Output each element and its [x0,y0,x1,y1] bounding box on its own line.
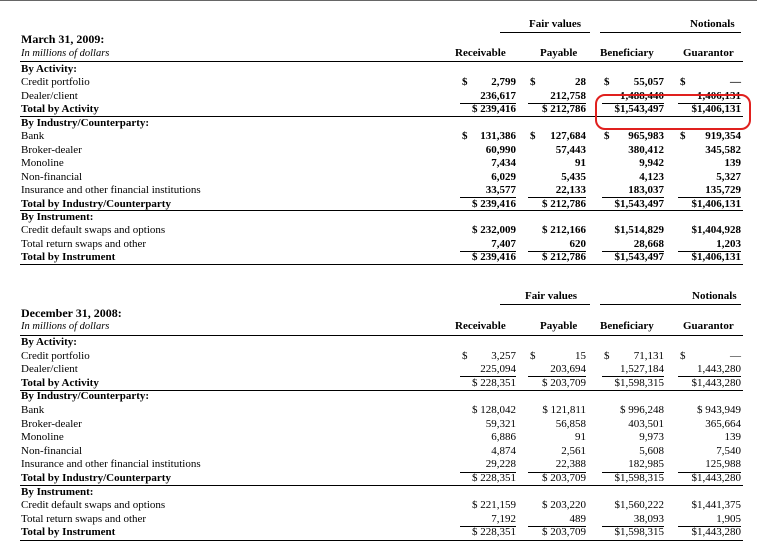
cell-payable [530,251,586,264]
row-label: Total return swaps and other [21,237,147,250]
cell-value: 9,942 [639,157,664,170]
notionals-header: Notionals [690,18,735,30]
cell-guarantor [680,499,741,512]
cell-value: 29,228 [485,458,516,471]
cell-receivable [462,418,516,431]
cell-value: $1,443,280 [691,376,741,389]
cell-guarantor [680,472,741,485]
cell-guarantor [680,251,741,264]
row-label: Broker-dealer [21,143,82,156]
row-label: Broker-dealer [21,417,82,430]
cell-guarantor [680,418,741,431]
cell-receivable [462,404,516,417]
cell-guarantor [680,198,741,211]
currency-symbol: $ [530,130,536,143]
cell-value: 2,561 [561,444,586,457]
group-heading-row [0,211,757,224]
row-label: Total by Activity [21,376,99,389]
cell-value: 1,488,440 [620,89,664,102]
row-label: Non-financial [21,444,83,457]
cell-beneficiary [604,445,664,458]
cell-receivable [462,350,516,363]
cell-receivable [462,76,516,89]
cell-receivable [462,238,516,251]
section-title [0,307,757,320]
cell-value: 403,501 [628,417,664,430]
column-header-payable: Payable [540,47,578,59]
cell-receivable [462,526,516,539]
row-label: By Instrument: [21,210,94,223]
cell-beneficiary [604,458,664,471]
table-row [0,130,757,143]
cell-value: 28 [575,76,586,89]
cell-receivable [462,377,516,390]
cell-value: 33,577 [485,184,516,197]
cell-payable [530,130,586,143]
cell-value: $1,443,280 [691,526,741,539]
table-row [0,458,757,471]
cell-receivable [462,458,516,471]
table-row [0,184,757,197]
cell-value: 919,354 [705,130,741,143]
cell-value: 6,029 [491,170,516,183]
cell-value: 22,133 [555,184,586,197]
cell-receivable [462,157,516,170]
table-row [0,445,757,458]
group-heading-row [0,390,757,403]
cell-value: 1,406,131 [697,89,741,102]
cell-value: $1,404,928 [691,224,741,237]
cell-value: 5,435 [561,170,586,183]
cell-receivable [462,130,516,143]
cell-value: 182,985 [628,458,664,471]
cell-beneficiary [604,431,664,444]
cell-value: 345,582 [705,143,741,156]
cell-beneficiary [604,499,664,512]
row-label: Total by Activity [21,103,99,116]
cell-payable [530,445,586,458]
group-heading-row [0,486,757,499]
cell-value: $ 239,416 [472,197,516,210]
cell-guarantor [680,144,741,157]
row-label: By Industry/Counterparty: [21,116,150,129]
cell-receivable [462,144,516,157]
cell-guarantor [680,224,741,237]
currency-symbol: $ [604,349,610,362]
row-label: Credit portfolio [21,76,90,89]
row-label: Insurance and other financial institutions [21,458,201,471]
units-label: In millions of dollars [21,321,110,332]
row-label: Credit default swaps and options [21,224,166,237]
table-row [0,224,757,237]
row-label: Credit portfolio [21,349,90,362]
cell-payable [530,431,586,444]
cell-value: $ 203,709 [542,376,586,389]
total-row [0,251,757,264]
row-label: Non-financial [21,170,83,183]
cell-value: 5,608 [639,444,664,457]
cell-value: 212,758 [550,89,586,102]
cell-value: 183,037 [628,184,664,197]
cell-value: $ 228,351 [472,376,516,389]
cell-beneficiary [604,144,664,157]
cell-beneficiary [604,472,664,485]
cell-payable [530,198,586,211]
cell-payable [530,103,586,116]
cell-beneficiary [604,224,664,237]
units-label: In millions of dollars [21,48,110,59]
row-label: Bank [21,404,45,416]
cell-receivable [462,472,516,485]
cell-value: $1,598,315 [614,472,664,484]
currency-symbol: $ [462,130,468,143]
cell-payable [530,90,586,103]
cell-payable [530,499,586,512]
cell-guarantor [680,363,741,376]
cell-value: 1,527,184 [620,363,664,376]
notionals-rule [600,304,741,305]
cell-payable [530,404,586,417]
cell-value: $1,598,315 [614,376,664,389]
row-label: Total by Industry/Counterparty [21,472,171,484]
row-label: Bank [21,130,45,143]
cell-value: 203,694 [550,363,586,376]
cell-value: $ 232,009 [472,224,516,237]
total-row-rule [20,264,743,265]
cell-value: 91 [575,157,586,170]
cell-value: $ 212,786 [542,197,586,210]
row-label: Credit default swaps and options [21,499,166,512]
cell-payable [530,377,586,390]
cell-beneficiary [604,130,664,143]
currency-symbol: $ [604,76,610,89]
cell-value: 22,388 [555,458,586,471]
cell-beneficiary [604,171,664,184]
cell-value: $ 128,042 [472,404,516,416]
cell-value: $1,543,497 [614,197,664,210]
cell-value: 965,983 [628,130,664,143]
cell-value: $1,406,131 [691,197,741,210]
cell-guarantor [680,445,741,458]
units-row [0,47,757,60]
row-label: Insurance and other financial institutions [21,184,201,197]
cell-guarantor [680,526,741,539]
cell-value: $ 228,351 [472,526,516,539]
cell-value: 60,990 [485,143,516,156]
cell-value: 7,407 [491,237,516,250]
cell-guarantor [680,458,741,471]
row-label: Total by Industry/Counterparty [21,197,171,210]
notionals-header: Notionals [692,290,737,302]
cell-payable [530,350,586,363]
table-row [0,404,757,417]
cell-guarantor [680,171,741,184]
table-row [0,144,757,157]
table-row [0,171,757,184]
cell-value: 1,443,280 [697,363,741,376]
cell-value: $1,514,829 [614,224,664,237]
cell-beneficiary [604,404,664,417]
cell-payable [530,224,586,237]
cell-receivable [462,90,516,103]
top-border [0,0,757,1]
cell-value: 380,412 [628,143,664,156]
cell-value: $1,560,222 [614,499,664,512]
cell-value: 38,093 [633,512,664,525]
cell-value: 125,988 [705,458,741,471]
cell-value: 71,131 [633,349,664,362]
total-row [0,377,757,390]
cell-value: 236,617 [480,89,516,102]
cell-payable [530,472,586,485]
cell-payable [530,171,586,184]
cell-receivable [462,363,516,376]
column-header-guarantor: Guarantor [683,320,734,332]
cell-value: $ 121,811 [542,404,586,416]
cell-payable [530,157,586,170]
table-row [0,431,757,444]
cell-value: $ 203,709 [542,526,586,539]
row-label: Total return swaps and other [21,512,147,525]
cell-value: 2,799 [491,76,516,89]
cell-guarantor [680,157,741,170]
cell-value: 365,664 [705,417,741,430]
row-label: Dealer/client [21,363,78,376]
section-dec2008 [0,290,757,551]
cell-receivable [462,445,516,458]
table-row [0,363,757,376]
cell-value: 7,434 [491,157,516,170]
cell-value: $1,441,375 [691,499,741,512]
cell-value: 489 [569,512,586,525]
table-row [0,499,757,512]
cell-value: 1,905 [716,512,741,525]
cell-guarantor [680,76,741,89]
column-header-rule [20,61,743,62]
cell-beneficiary [604,513,664,526]
cell-value: $ 239,416 [472,251,516,264]
column-header-guarantor: Guarantor [683,47,734,59]
row-label: Total by Instrument [21,526,116,539]
fair-values-rule [500,304,590,305]
cell-payable [530,526,586,539]
cell-receivable [462,224,516,237]
cell-value: $ 212,166 [542,224,586,237]
cell-value: 4,123 [639,170,664,183]
cell-value: 6,886 [491,431,516,444]
highlight-notionals-total [595,94,751,130]
cell-guarantor [680,350,741,363]
cell-value: 131,386 [480,130,516,143]
cell-beneficiary [604,418,664,431]
group-heading-row [0,336,757,349]
cell-beneficiary [604,526,664,539]
cell-guarantor [680,130,741,143]
group-heading-row [0,63,757,76]
cell-receivable [462,513,516,526]
currency-symbol: $ [462,76,468,89]
cell-receivable [462,171,516,184]
fair-values-header: Fair values [529,18,582,30]
cell-payable [530,76,586,89]
cell-receivable [462,103,516,116]
row-label: By Instrument: [21,485,94,498]
cell-beneficiary [604,350,664,363]
cell-value: $ 996,248 [620,404,664,416]
row-label: Total by Instrument [21,251,116,264]
total-row [0,472,757,485]
fair-values-header: Fair values [525,290,578,302]
cell-payable [530,184,586,197]
column-header-beneficiary: Beneficiary [600,47,654,59]
cell-value: $ 212,786 [542,103,586,116]
cell-guarantor [680,238,741,251]
cell-value: 139 [724,157,741,170]
cell-beneficiary [604,184,664,197]
cell-payable [530,513,586,526]
cell-value: 28,668 [633,237,664,250]
column-header-receivable: Receivable [455,47,506,59]
column-header-payable: Payable [540,320,578,332]
row-label: Monoline [21,157,64,170]
cell-value: 91 [575,431,586,444]
cell-receivable [462,431,516,444]
cell-value: 139 [724,431,741,444]
cell-value: 3,257 [491,349,516,362]
cell-value: 9,973 [639,431,664,444]
cell-payable [530,458,586,471]
table-row [0,350,757,363]
column-header-receivable: Receivable [455,320,506,332]
currency-symbol: $ [530,76,536,89]
section-mar2009 [0,14,757,276]
total-row-rule [20,540,743,541]
cell-value: $1,543,497 [614,251,664,264]
cell-beneficiary [604,251,664,264]
cell-guarantor [680,431,741,444]
cell-value: $1,406,131 [691,251,741,264]
cell-value: $1,406,131 [691,103,741,116]
cell-value: — [730,349,741,362]
cell-value: — [730,76,741,89]
row-label: By Activity: [21,336,77,348]
row-label: Dealer/client [21,89,78,102]
row-label: By Industry/Counterparty: [21,390,150,403]
cell-beneficiary [604,377,664,390]
cell-guarantor [680,184,741,197]
cell-beneficiary [604,157,664,170]
cell-value: 1,203 [716,237,741,250]
currency-symbol: $ [680,349,686,362]
table-row [0,238,757,251]
cell-value: 135,729 [705,184,741,197]
cell-value: $ 228,351 [472,472,516,484]
cell-value: 127,684 [550,130,586,143]
table-row [0,76,757,89]
cell-value: $ 212,786 [542,251,586,264]
total-row [0,526,757,539]
cell-value: 4,874 [491,444,516,457]
cell-value: $ 239,416 [472,103,516,116]
cell-value: 225,094 [480,363,516,376]
currency-symbol: $ [680,76,686,89]
cell-payable [530,418,586,431]
table-row [0,418,757,431]
cell-value: 7,540 [716,444,741,457]
cell-value: 55,057 [633,76,664,89]
cell-value: $ 943,949 [697,404,741,416]
cell-beneficiary [604,238,664,251]
currency-symbol: $ [462,349,468,362]
period-title: December 31, 2008: [21,306,122,320]
cell-value: $ 203,220 [542,499,586,512]
cell-payable [530,363,586,376]
row-label: By Activity: [21,63,77,75]
cell-value: 5,327 [716,170,741,183]
column-header-beneficiary: Beneficiary [600,320,654,332]
cell-value: 7,192 [491,512,516,525]
cell-guarantor [680,377,741,390]
cell-receivable [462,499,516,512]
cell-value: 620 [569,237,586,250]
table-row [0,513,757,526]
cell-receivable [462,251,516,264]
cell-value: $1,543,497 [614,103,664,116]
cell-value: $ 203,709 [542,472,586,484]
cell-guarantor [680,404,741,417]
cell-payable [530,144,586,157]
cell-beneficiary [604,363,664,376]
section-title [0,33,757,46]
units-row [0,320,757,333]
cell-payable [530,238,586,251]
period-title: March 31, 2009: [21,32,105,46]
cell-value: 56,858 [555,417,586,430]
total-row [0,198,757,211]
cell-receivable [462,184,516,197]
cell-value: $1,443,280 [691,472,741,484]
cell-value: $1,598,315 [614,526,664,539]
cell-receivable [462,198,516,211]
currency-symbol: $ [604,130,610,143]
currency-symbol: $ [680,130,686,143]
currency-symbol: $ [530,349,536,362]
row-label: Monoline [21,431,64,444]
cell-beneficiary [604,76,664,89]
cell-beneficiary [604,198,664,211]
cell-value: 15 [575,349,586,362]
cell-guarantor [680,513,741,526]
table-row [0,157,757,170]
cell-value: $ 221,159 [472,499,516,512]
cell-value: 57,443 [555,143,586,156]
cell-value: 59,321 [485,417,516,430]
